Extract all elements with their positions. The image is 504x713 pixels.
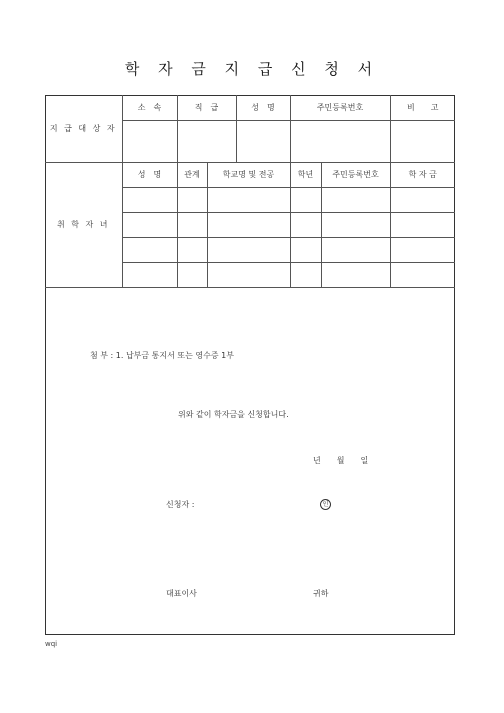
header-affiliation: 소 속 bbox=[122, 95, 177, 120]
child-header-relation: 관계 bbox=[177, 162, 207, 187]
child-relation-cell[interactable] bbox=[177, 237, 207, 262]
footer-mark: wqi bbox=[45, 640, 58, 648]
header-remarks: 비 고 bbox=[390, 95, 455, 120]
child-grade-cell[interactable] bbox=[290, 262, 321, 287]
resident-number-cell[interactable] bbox=[290, 120, 390, 162]
child-school-cell[interactable] bbox=[207, 212, 290, 237]
children-header-row bbox=[45, 162, 455, 187]
name-cell[interactable] bbox=[236, 120, 290, 162]
child-name-cell[interactable] bbox=[122, 237, 177, 262]
application-form-table bbox=[45, 95, 455, 288]
child-header-name: 성 명 bbox=[122, 162, 177, 187]
children-section-label: 취 학 자 녀 bbox=[45, 162, 122, 287]
child-school-cell[interactable] bbox=[207, 262, 290, 287]
header-rank: 직 급 bbox=[177, 95, 236, 120]
child-resident-number-cell[interactable] bbox=[321, 262, 390, 287]
child-tuition-cell[interactable] bbox=[390, 237, 455, 262]
child-name-cell[interactable] bbox=[122, 187, 177, 212]
child-name-cell[interactable] bbox=[122, 212, 177, 237]
child-tuition-cell[interactable] bbox=[390, 187, 455, 212]
child-school-cell[interactable] bbox=[207, 237, 290, 262]
recipient-section-label: 지 급 대 상 자 bbox=[45, 95, 122, 162]
header-name: 성 명 bbox=[236, 95, 290, 120]
recipient-header-row bbox=[45, 95, 455, 120]
child-relation-cell[interactable] bbox=[177, 187, 207, 212]
child-header-resident-number: 주민등록번호 bbox=[321, 162, 390, 187]
applicant-label: 신청자 : bbox=[166, 500, 195, 509]
child-header-grade: 학년 bbox=[290, 162, 321, 187]
child-grade-cell[interactable] bbox=[290, 187, 321, 212]
child-resident-number-cell[interactable] bbox=[321, 237, 390, 262]
child-header-tuition: 학 자 금 bbox=[390, 162, 455, 187]
header-resident-number: 주민등록번호 bbox=[290, 95, 390, 120]
child-tuition-cell[interactable] bbox=[390, 212, 455, 237]
seal-icon: 인 bbox=[320, 499, 331, 510]
child-header-school: 학교명 및 전공 bbox=[207, 162, 290, 187]
child-tuition-cell[interactable] bbox=[390, 262, 455, 287]
child-name-cell[interactable] bbox=[122, 262, 177, 287]
child-relation-cell[interactable] bbox=[177, 212, 207, 237]
honorific: 귀하 bbox=[313, 589, 329, 598]
child-resident-number-cell[interactable] bbox=[321, 212, 390, 237]
child-resident-number-cell[interactable] bbox=[321, 187, 390, 212]
declaration-text: 위와 같이 학자금을 신청합니다. bbox=[178, 410, 289, 419]
child-grade-cell[interactable] bbox=[290, 212, 321, 237]
attachment-note: 첨 부 : 1. 납부금 통지서 또는 영수증 1부 bbox=[90, 351, 234, 360]
affiliation-cell[interactable] bbox=[122, 120, 177, 162]
rank-cell[interactable] bbox=[177, 120, 236, 162]
child-relation-cell[interactable] bbox=[177, 262, 207, 287]
date-line[interactable]: 년 월 일 bbox=[313, 456, 369, 465]
child-school-cell[interactable] bbox=[207, 187, 290, 212]
child-grade-cell[interactable] bbox=[290, 237, 321, 262]
page-title: 학 자 금 지 급 신 청 서 bbox=[124, 60, 380, 78]
remarks-cell[interactable] bbox=[390, 120, 455, 162]
addressee: 대표이사 bbox=[166, 589, 197, 598]
